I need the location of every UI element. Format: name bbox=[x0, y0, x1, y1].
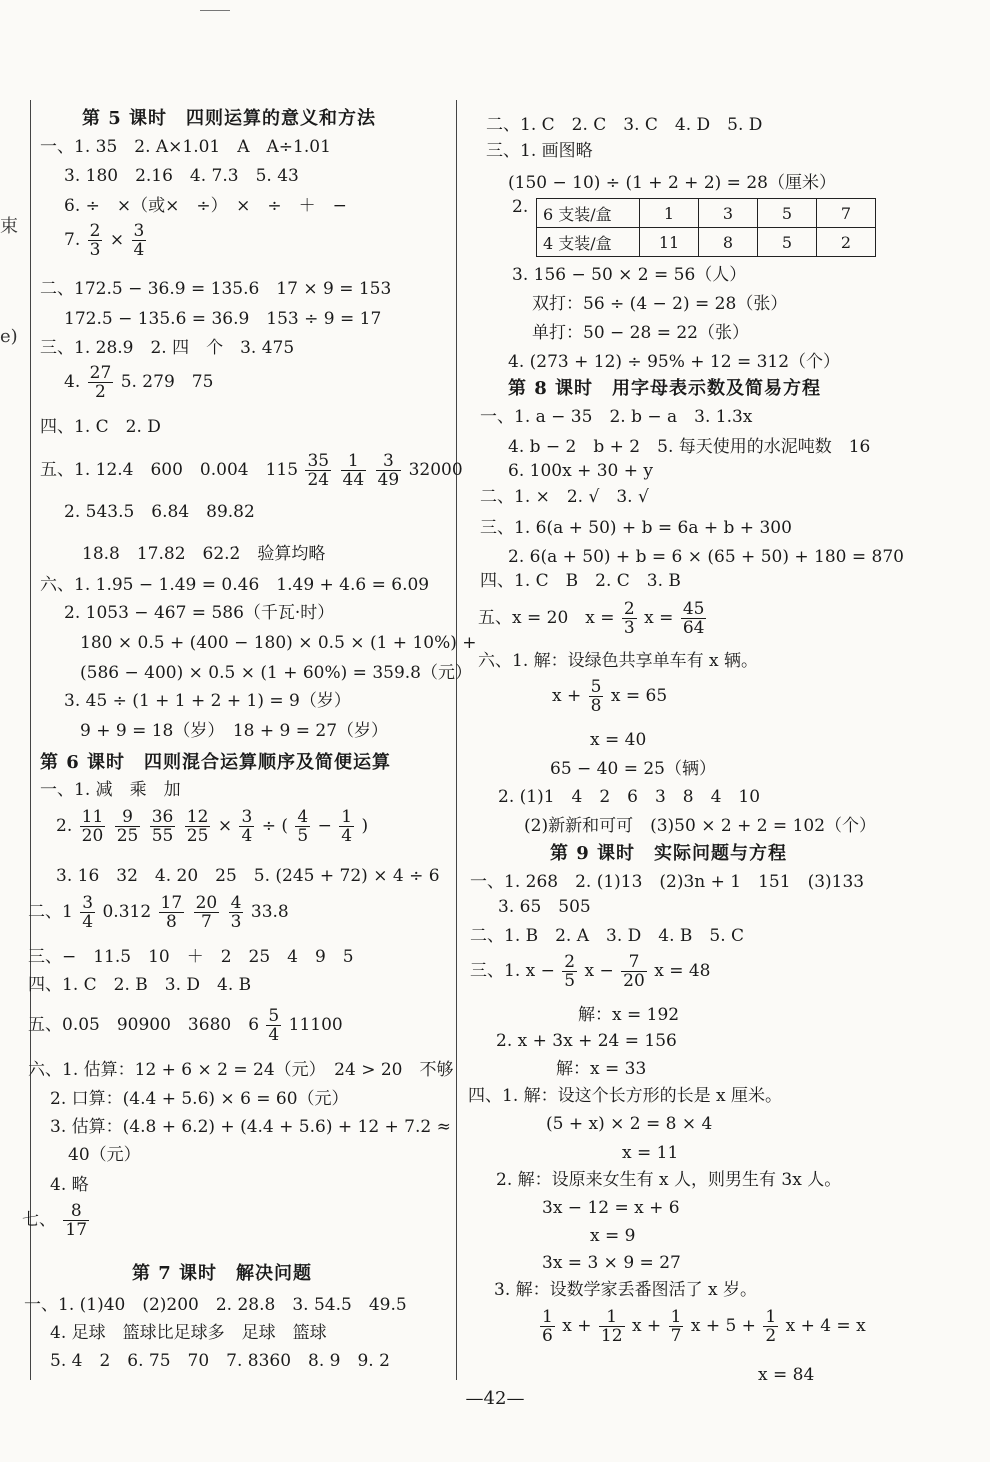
table-cell: 11 bbox=[640, 228, 699, 257]
table-row bbox=[537, 228, 876, 257]
answer-line: 2. (1)1 4 2 6 3 8 4 10 bbox=[498, 787, 761, 807]
answer-line: 7. $\frac{2}{3}$ × $\frac{3}{4}$ bbox=[64, 221, 145, 260]
answer-line: 六、1. 解：设绿色共享单车有 x 辆。 bbox=[478, 651, 759, 671]
answer-line: 四、1. C 2. B 3. D 4. B bbox=[28, 975, 252, 995]
answer-line: 四、1. C 2. D bbox=[40, 417, 161, 437]
answer-line: 五、1. 12.4 600 0.004 115 $\frac{35}{24}$ $\frac{1}{44}$ $\frac{3}{49}$ 32000 bbox=[40, 451, 463, 490]
answer-line: 四、1. C B 2. C 3. B bbox=[480, 571, 681, 591]
answer-line: 三、1. 画图略 bbox=[486, 141, 593, 161]
answer-line: 解：x = 33 bbox=[556, 1059, 647, 1079]
answer-line: 二、172.5 − 36.9 = 135.6 17 × 9 = 153 bbox=[40, 279, 392, 299]
table-cell: 5 bbox=[758, 199, 817, 228]
answer-line: 172.5 − 135.6 = 36.9 153 ÷ 9 = 17 bbox=[64, 309, 382, 329]
answer-line: 2. $\frac{11}{20}$ $\frac{9}{25}$ $\frac{36}{55}$ $\frac{12}{25}$ × $\frac{3}{4}$ ÷ ( $\frac{4}{5}$ − $\frac{1}{4}$ ) bbox=[56, 807, 369, 846]
answer-line: 3. 估算：(4.8 + 6.2) + (4.4 + 5.6) + 12 + 7.2 ≈ bbox=[50, 1117, 451, 1137]
top-scan-mark bbox=[200, 10, 230, 11]
answer-line: 2. 1053 − 467 = 586（千瓦·时） bbox=[64, 603, 335, 623]
column-divider bbox=[456, 100, 457, 1380]
answer-line: 5. 4 2 6. 75 70 7. 8360 8. 9 9. 2 bbox=[50, 1351, 390, 1371]
answer-line: 2. x + 3x + 24 = 156 bbox=[496, 1031, 677, 1051]
answer-line: 65 − 40 = 25（辆） bbox=[550, 759, 716, 779]
answer-line: 二、1. × 2. √ 3. √ bbox=[480, 487, 649, 507]
answer-line: 六、1. 估算：12 + 6 × 2 = 24（元） 24 > 20 不够 bbox=[28, 1060, 454, 1080]
answer-line: 3. 65 505 bbox=[498, 897, 591, 917]
answer-line: x = 11 bbox=[622, 1143, 679, 1163]
lesson-9-title: 第 9 课时 实际问题与方程 bbox=[550, 843, 788, 864]
table-cell: 3 bbox=[699, 199, 758, 228]
answer-line: 4. b − 2 b + 2 5. 每天使用的水泥吨数 16 bbox=[508, 437, 871, 457]
answer-line: 3. 156 − 50 × 2 = 56（人） bbox=[512, 265, 747, 285]
page-number: —42— bbox=[465, 1388, 525, 1409]
answer-line: $\frac{1}{6}$ x + $\frac{1}{12}$ x + $\frac{1}{7}$ x + 5 + $\frac{1}{2}$ x + 4 = x bbox=[542, 1307, 866, 1346]
table-cell: 2 bbox=[817, 228, 876, 257]
answer-line: 2. 6(a + 50) + b = 6 × (65 + 50) + 180 = 870 bbox=[508, 547, 904, 567]
answer-line: 3. 解：设数学家丢番图活了 x 岁。 bbox=[494, 1280, 758, 1300]
answer-line: 3. 180 2.16 4. 7.3 5. 43 bbox=[64, 166, 299, 186]
answer-line: (2)新新和可可 (3)50 × 2 + 2 = 102（个） bbox=[524, 816, 877, 836]
answer-line: 9 + 9 = 18（岁） 18 + 9 = 27（岁） bbox=[80, 721, 389, 741]
lesson-8-title: 第 8 课时 用字母表示数及简易方程 bbox=[508, 378, 822, 399]
answer-line: 三、1. 6(a + 50) + b = 6a + b + 300 bbox=[480, 518, 792, 538]
answer-line: 6. 100x + 30 + y bbox=[508, 461, 653, 481]
left-edge-rule bbox=[30, 100, 31, 1380]
answer-line: 三、− 11.5 10 ＋ 2 25 4 9 5 bbox=[28, 947, 354, 967]
answer-line: 一、1. 减 乘 加 bbox=[40, 780, 181, 800]
table-cell: 5 bbox=[758, 228, 817, 257]
answer-line: 二、1. C 2. C 3. C 4. D 5. D bbox=[486, 115, 763, 135]
answer-line: 2. 解：设原来女生有 x 人，则男生有 3x 人。 bbox=[496, 1170, 842, 1190]
answer-line: 六、1. 1.95 − 1.49 = 0.46 1.49 + 4.6 = 6.09 bbox=[40, 575, 430, 595]
answer-line: 七、 $\frac{8}{17}$ bbox=[22, 1201, 88, 1240]
answer-line: 180 × 0.5 + (400 − 180) × 0.5 × (1 + 10%) + bbox=[80, 633, 477, 653]
answer-line: 一、1. 268 2. (1)13 (2)3n + 1 151 (3)133 bbox=[470, 872, 865, 892]
answer-line: 一、1. (1)40 (2)200 2. 28.8 3. 54.5 49.5 bbox=[24, 1295, 407, 1315]
answer-line: x + $\frac{5}{8}$ x = 65 bbox=[552, 677, 668, 716]
answer-line: x = 40 bbox=[590, 730, 647, 750]
table-row-header: 6 支装/盒 bbox=[537, 199, 640, 228]
answer-line: 解：x = 192 bbox=[578, 1005, 680, 1025]
answer-line: 2. bbox=[512, 197, 529, 217]
answer-line: (150 − 10) ÷ (1 + 2 + 2) = 28（厘米） bbox=[508, 173, 836, 193]
answer-line: 4. (273 + 12) ÷ 95% + 12 = 312（个） bbox=[508, 352, 841, 372]
answer-line: 二、1. B 2. A 3. D 4. B 5. C bbox=[470, 926, 745, 946]
answer-line: 4. 足球 篮球比足球多 足球 篮球 bbox=[50, 1323, 327, 1343]
answer-line: (586 − 400) × 0.5 × (1 + 60%) = 359.8（元） bbox=[80, 663, 472, 683]
table-cell: 1 bbox=[640, 199, 699, 228]
answer-line: x = 84 bbox=[758, 1365, 815, 1385]
answer-line: 一、1. 35 2. A×1.01 A A÷1.01 bbox=[40, 137, 331, 157]
answer-line: 三、1. 28.9 2. 四 个 3. 475 bbox=[40, 338, 295, 358]
answer-line: 2. 口算：(4.4 + 5.6) × 6 = 60（元） bbox=[50, 1089, 349, 1109]
answer-line: 4. 略 bbox=[50, 1175, 89, 1195]
answer-line: 五、0.05 90900 3680 6 $\frac{5}{4}$ 11100 bbox=[28, 1006, 343, 1045]
answer-line: 双打：56 ÷ (4 − 2) = 28（张） bbox=[532, 294, 788, 314]
answer-line: 6. ÷ ×（或× ÷） × ÷ ＋ − bbox=[64, 196, 347, 216]
lesson-5-title: 第 5 课时 四则运算的意义和方法 bbox=[82, 108, 377, 129]
table-row bbox=[537, 199, 876, 228]
answer-line: (5 + x) × 2 = 8 × 4 bbox=[546, 1114, 713, 1134]
margin-char: 束 bbox=[0, 216, 18, 237]
answer-line: 3. 45 ÷ (1 + 1 + 2 + 1) = 9（岁） bbox=[64, 691, 351, 711]
answer-line: 四、1. 解：设这个长方形的长是 x 厘米。 bbox=[468, 1086, 783, 1106]
answer-line: 40（元） bbox=[68, 1145, 141, 1165]
lesson-7-title: 第 7 课时 解决问题 bbox=[132, 1263, 313, 1284]
answer-line: 一、1. a − 35 2. b − a 3. 1.3x bbox=[480, 407, 753, 427]
answer-line: 二、1 $\frac{3}{4}$ 0.312 $\frac{17}{8}$ $\frac{20}{7}$ $\frac{4}{3}$ 33.8 bbox=[28, 893, 289, 932]
table-cell: 7 bbox=[817, 199, 876, 228]
answer-line: 五、x = 20 x = $\frac{2}{3}$ x = $\frac{45}{64}$ bbox=[478, 599, 705, 638]
table-cell: 8 bbox=[699, 228, 758, 257]
lesson-6-title: 第 6 课时 四则混合运算顺序及简便运算 bbox=[40, 752, 392, 773]
table-row-header: 4 支装/盒 bbox=[537, 228, 640, 257]
answer-line: 三、1. x − $\frac{2}{5}$ x − $\frac{7}{20}$ x = 48 bbox=[470, 952, 711, 991]
binding-margin bbox=[0, 100, 22, 1380]
answer-line: 3x = 3 × 9 = 27 bbox=[542, 1253, 681, 1273]
pen-box-table bbox=[536, 198, 876, 257]
answer-line: 18.8 17.82 62.2̇ 验算均略 bbox=[82, 544, 326, 564]
answer-line: x = 9 bbox=[590, 1226, 636, 1246]
margin-char: e) bbox=[0, 326, 18, 347]
answer-line: 4. $\frac{27}{2}$ 5. 279 75 bbox=[64, 363, 214, 402]
answer-line: 单打：50 − 28 = 22（张） bbox=[532, 323, 749, 343]
answer-line: 3x − 12 = x + 6 bbox=[542, 1198, 680, 1218]
answer-line: 3. 16 32 4. 20 25 5. (245 + 72) × 4 ÷ 6 bbox=[56, 866, 440, 886]
answer-line: 2. 543.5 6.84 89.82 bbox=[64, 502, 255, 522]
